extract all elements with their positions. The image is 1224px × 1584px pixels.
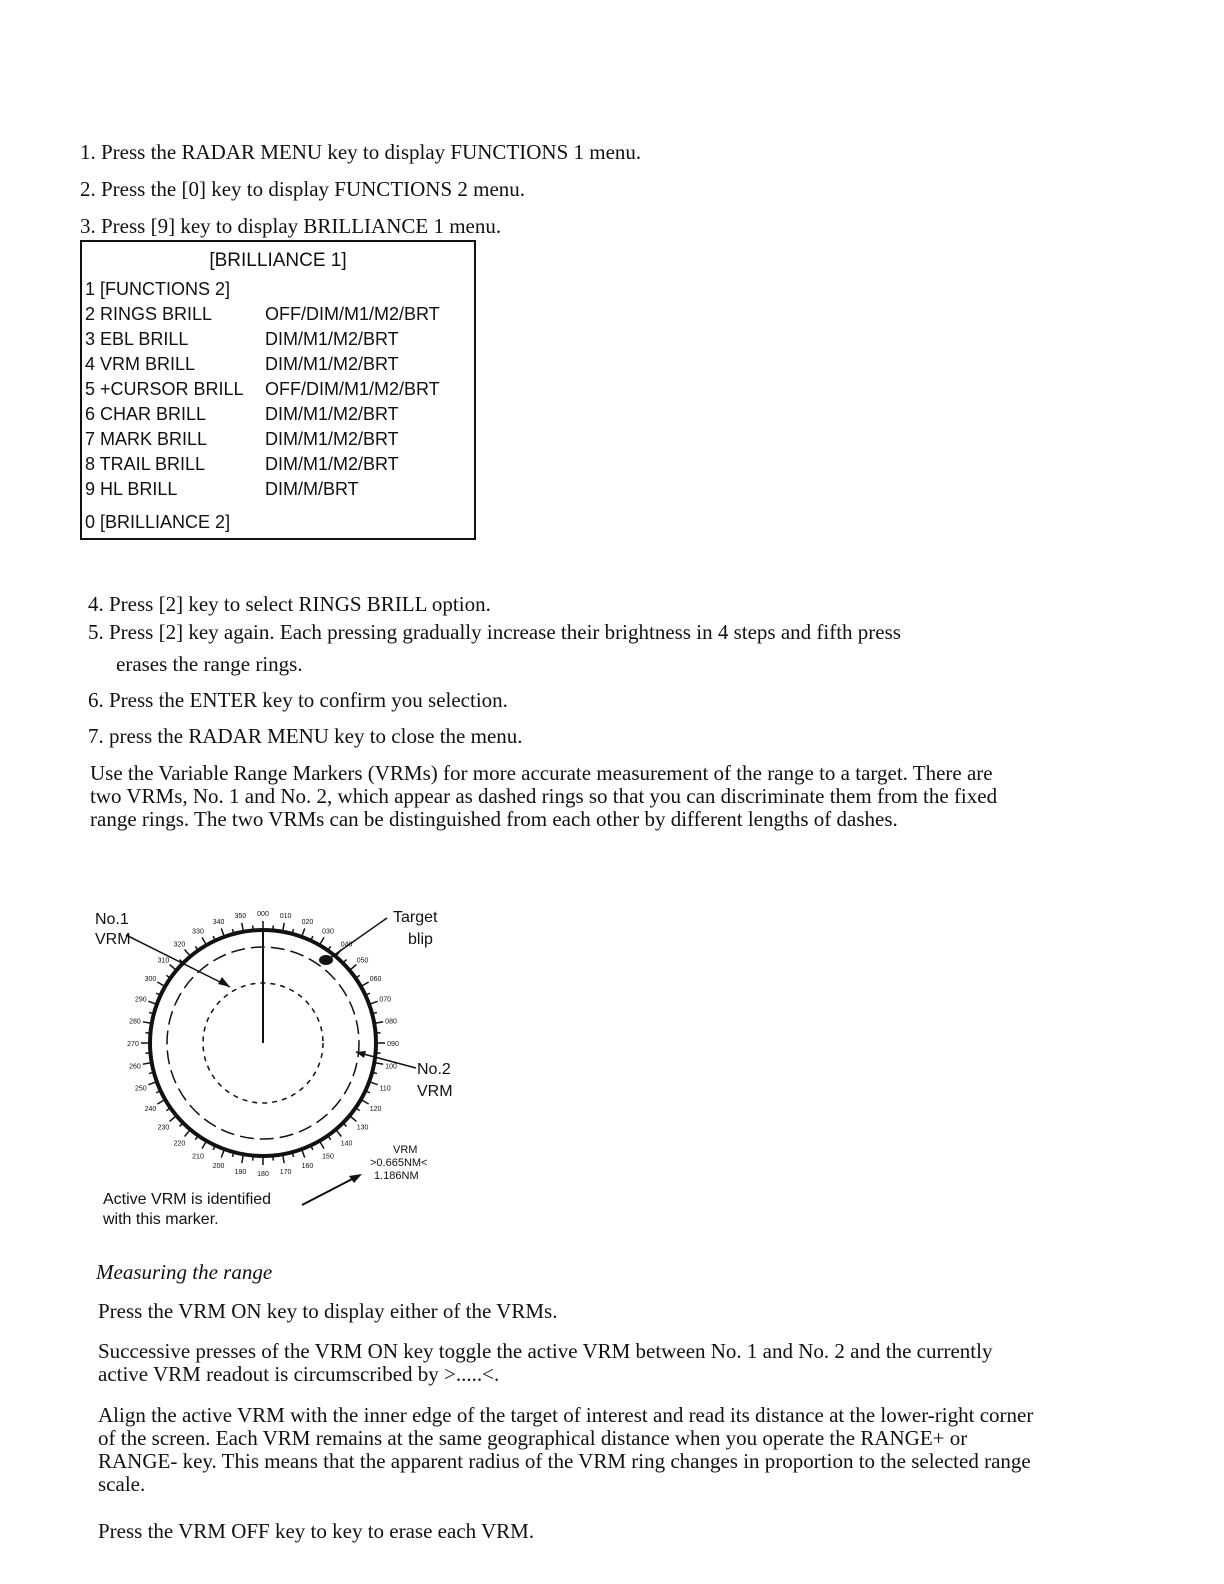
- bearing-label: 010: [279, 912, 292, 920]
- bearing-label: 030: [322, 928, 334, 936]
- bearing-label: 120: [369, 1106, 382, 1113]
- section-heading: Measuring the range: [96, 1260, 273, 1284]
- bearing-label: 340: [212, 918, 225, 926]
- bearing-label: 330: [192, 928, 204, 936]
- bearing-label: 170: [279, 1169, 292, 1177]
- menu-row-options: OFF/DIM/M1/M2/BRT: [265, 304, 440, 324]
- bearing-label: 070: [379, 996, 392, 1004]
- menu-row-options: OFF/DIM/M1/M2/BRT: [265, 379, 440, 399]
- bearing-label: 000: [257, 911, 269, 918]
- menu-row-options: DIM/M1/M2/BRT: [265, 454, 399, 474]
- bearing-label: 250: [134, 1085, 147, 1093]
- vrm-readout-active: >0.665NM<: [370, 1157, 428, 1169]
- bearing-label: 310: [157, 957, 170, 965]
- target-label-blip: blip: [408, 931, 433, 948]
- step-2: 2. Press the [0] key to display FUNCTIONS 2 menu.: [80, 177, 526, 201]
- bearing-label: 160: [301, 1163, 314, 1171]
- menu-row-label: 1 [FUNCTIONS 2]: [85, 279, 231, 299]
- step-3: 3. Press [9] key to display BRILLIANCE 1 menu.: [80, 214, 502, 238]
- target-label: Target: [393, 909, 438, 926]
- step-5: 5. Press [2] key again. Each pressing gradually increase their brightness in 4 steps and fifth press: [88, 620, 901, 644]
- menu-title: [BRILLIANCE 1]: [209, 250, 347, 271]
- bearing-label: 140: [340, 1140, 353, 1148]
- bearing-label: 260: [129, 1063, 141, 1071]
- active-marker-arrowhead: [349, 1174, 362, 1183]
- step-6: 6. Press the ENTER key to confirm you selection.: [88, 688, 508, 712]
- bearing-label: 240: [144, 1106, 157, 1113]
- menu-row-options: DIM/M1/M2/BRT: [265, 429, 399, 449]
- bearing-label: 300: [144, 976, 157, 983]
- menu-row-label: 9 HL BRILL: [85, 479, 178, 499]
- step-4: 4. Press [2] key to select RINGS BRILL option.: [88, 592, 491, 616]
- active-marker-pointer: [302, 1176, 358, 1205]
- vrm-readout-title: VRM: [393, 1144, 418, 1156]
- bearing-label: 090: [387, 1041, 399, 1048]
- menu-row-options: DIM/M1/M2/BRT: [265, 329, 399, 349]
- bearing-label: 060: [369, 976, 382, 983]
- figure-caption-continued: with this marker.: [103, 1211, 219, 1228]
- no2-label-vrm: VRM: [417, 1083, 453, 1100]
- step-7: 7. press the RADAR MENU key to close the menu.: [88, 724, 523, 748]
- no2-vrm-arrowhead: [356, 1051, 366, 1058]
- bearing-label: 350: [234, 912, 247, 920]
- step-1: 1. Press the RADAR MENU key to display FUNCTIONS 1 menu.: [80, 140, 642, 164]
- paragraph-vrm-off: Press the VRM OFF key to key to erase each VRM.: [98, 1519, 535, 1543]
- bearing-label: 200: [212, 1163, 225, 1171]
- bearing-label: 190: [234, 1169, 247, 1177]
- figure-caption: Active VRM is identified: [103, 1191, 272, 1208]
- no2-label: No.2: [417, 1061, 451, 1078]
- no1-label-vrm: VRM: [95, 931, 131, 948]
- vrm-readout-other: 1.186NM: [374, 1170, 419, 1182]
- bearing-label: 210: [192, 1153, 204, 1161]
- paragraph-toggle: Successive presses of the VRM ON key toggle the active VRM between No. 1 and No. 2 and the currently active VRM readout is circumscribed by >.....<.: [98, 1339, 993, 1386]
- menu-row-label: 0 [BRILLIANCE 2]: [85, 512, 231, 532]
- menu-row-label: 8 TRAIL BRILL: [85, 454, 206, 474]
- paragraph-align: Align the active VRM with the inner edge of the target of interest and read its distance at the lower-right corner of the screen. Each VRM remains at the same geographical distance when you operate the RANGE+ or RANGE- key. This means that the apparent radius of the VRM ring changes in proportion to the selected range scale.: [98, 1403, 1034, 1496]
- bearing-label: 180: [257, 1171, 269, 1178]
- bearing-label: 100: [385, 1063, 397, 1071]
- bearing-label: 150: [322, 1153, 334, 1161]
- bearing-label: 320: [173, 941, 186, 949]
- bearing-label: 040: [340, 941, 353, 949]
- menu-row-label: 3 EBL BRILL: [85, 329, 189, 349]
- bearing-label: 230: [157, 1124, 170, 1132]
- no1-label: No.1: [95, 911, 129, 928]
- bearing-label: 280: [129, 1018, 141, 1026]
- bearing-label: 220: [173, 1140, 186, 1148]
- bearing-label: 130: [356, 1124, 369, 1132]
- target-pointer: [330, 918, 387, 958]
- menu-row-label: 5 +CURSOR BRILL: [85, 379, 244, 399]
- bearing-label: 080: [385, 1018, 397, 1026]
- paragraph-vrm-on: Press the VRM ON key to display either of the VRMs.: [98, 1299, 558, 1323]
- bearing-label: 290: [134, 996, 147, 1004]
- menu-row-options: DIM/M/BRT: [265, 479, 359, 499]
- no1-vrm-arrowhead: [218, 977, 230, 987]
- menu-row-label: 6 CHAR BRILL: [85, 404, 207, 424]
- bearing-label: 110: [379, 1085, 391, 1093]
- menu-row-options: DIM/M1/M2/BRT: [265, 354, 399, 374]
- step-5-continued: erases the range rings.: [116, 652, 303, 676]
- vrm-intro-paragraph: Use the Variable Range Markers (VRMs) for more accurate measurement of the range to a target. There are two VRMs, No. 1 and No. 2, which appear as dashed rings so that you can discriminate them from the fixed range rings. The two VRMs can be distinguished from each other by different lengths of dashes.: [90, 761, 998, 831]
- bearing-label: 020: [301, 918, 314, 926]
- menu-row-label: 4 VRM BRILL: [85, 354, 196, 374]
- bearing-label: 270: [127, 1041, 139, 1048]
- vrm-figure: [90, 880, 490, 1240]
- menu-row-label: 2 RINGS BRILL: [85, 304, 213, 324]
- menu-row-label: 7 MARK BRILL: [85, 429, 208, 449]
- brilliance-menu-box: [80, 240, 476, 540]
- menu-row-options: DIM/M1/M2/BRT: [265, 404, 399, 424]
- bearing-label: 050: [356, 957, 369, 965]
